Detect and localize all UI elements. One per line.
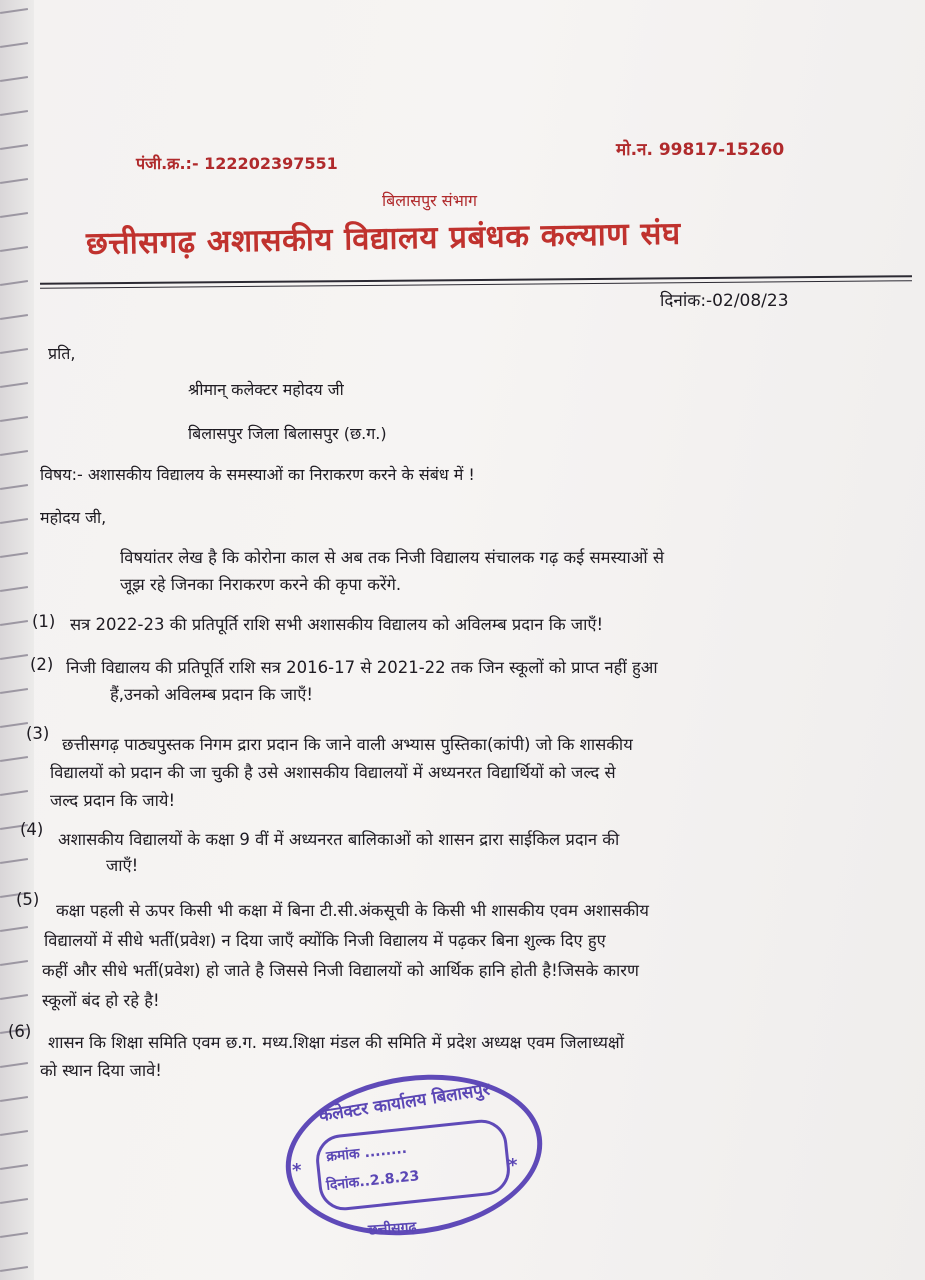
addressee-line-2: बिलासपुर जिला बिलासपुर (छ.ग.) bbox=[188, 424, 387, 443]
intro-line-1: विषयांतर लेख है कि कोरोना काल से अब तक निजी विद्यालय संचालक गढ़ कई समस्याओं से bbox=[120, 548, 665, 567]
point-line: स्कूलों बंद हो रहे है! bbox=[42, 991, 160, 1010]
point-line: अशासकीय विद्यालयों के कक्षा 9 वीं में अध्यनरत बालिकाओं को शासन द्रारा साईकिल प्रदान की bbox=[58, 830, 620, 849]
spiral-ring bbox=[0, 552, 28, 558]
spiral-ring bbox=[0, 790, 28, 796]
letter-to: प्रति, bbox=[48, 344, 76, 363]
spiral-ring bbox=[0, 620, 28, 626]
spiral-ring bbox=[0, 1096, 28, 1102]
spiral-ring bbox=[0, 994, 28, 1000]
intro-line-2: जूझ रहे जिनका निराकरण करने की कृपा करेंगे. bbox=[120, 575, 402, 594]
spiral-ring bbox=[0, 1130, 28, 1136]
letter-salutation: महोदय जी, bbox=[40, 508, 107, 527]
spiral-ring bbox=[0, 1062, 28, 1068]
stamp-bottom-text: छत्तीसगढ़ bbox=[367, 1219, 417, 1239]
point-line: कहीं और सीधे भर्ती(प्रवेश) हो जाते है जिससे निजी विद्यालयों को आर्थिक हानि होती है!जिसके कारण bbox=[42, 961, 639, 980]
stamp-star-icon: * bbox=[292, 1160, 302, 1181]
point-line: विद्यालयों को प्रदान की जा चुकी है उसे अशासकीय विद्यालयों में अध्यनरत विद्यार्थियों को जल्द से bbox=[50, 763, 616, 782]
spiral-ring bbox=[0, 484, 28, 490]
spiral-ring bbox=[0, 348, 28, 354]
point-line: हैं,उनको अविलम्ब प्रदान कि जाएँ! bbox=[110, 685, 313, 704]
spiral-ring bbox=[0, 926, 28, 932]
spiral-ring bbox=[0, 280, 28, 286]
spiral-ring bbox=[0, 144, 28, 150]
spiral-ring bbox=[0, 382, 28, 388]
spiral-ring bbox=[0, 1198, 28, 1204]
spiral-ring bbox=[0, 178, 28, 184]
point-line: सत्र 2022-23 की प्रतिपूर्ति राशि सभी अशासकीय विद्यालय को अविलम्ब प्रदान कि जाएँ! bbox=[70, 615, 604, 634]
spiral-ring bbox=[0, 858, 28, 864]
point-number: (4) bbox=[20, 820, 44, 839]
spiral-ring bbox=[0, 416, 28, 422]
spiral-ring bbox=[0, 1232, 28, 1238]
point-number: (2) bbox=[30, 655, 54, 674]
point-line: छत्तीसगढ़ पाठ्यपुस्तक निगम द्रारा प्रदान कि जाने वाली अभ्यास पुस्तिका(कांपी) जो कि शासकीय bbox=[62, 735, 633, 754]
stamp-date-line: दिनांक..2.8.23 bbox=[325, 1168, 421, 1194]
spiral-ring bbox=[0, 722, 28, 728]
stamp-title: कलेक्टर कार्यालय बिलासपुर bbox=[317, 1079, 492, 1127]
registration-number: पंजी.क्र.:- 122202397551 bbox=[136, 154, 338, 173]
stamp-serial-line: क्रमांक ........ bbox=[325, 1140, 408, 1166]
spiral-ring bbox=[0, 756, 28, 762]
point-line: जाएँ! bbox=[106, 856, 139, 875]
spiral-ring bbox=[0, 654, 28, 660]
spiral-ring bbox=[0, 1266, 28, 1272]
point-line: विद्यालयों में सीधे भर्ती(प्रवेश) न दिया जाएँ क्योंकि निजी विद्यालय में पढ़कर बिना शुल्क दिए हुए bbox=[44, 931, 606, 950]
division-name: बिलासपुर संभाग bbox=[382, 191, 478, 210]
point-line: को स्थान दिया जावे! bbox=[40, 1061, 162, 1080]
point-number: (6) bbox=[8, 1022, 32, 1041]
notebook-spiral-edge bbox=[0, 0, 34, 1280]
spiral-ring bbox=[0, 110, 28, 116]
spiral-ring bbox=[0, 960, 28, 966]
addressee-line-1: श्रीमान् कलेक्टर महोदय जी bbox=[188, 380, 344, 399]
spiral-ring bbox=[0, 1164, 28, 1170]
point-line: कक्षा पहली से ऊपर किसी भी कक्षा में बिना टी.सी.अंकसूची के किसी भी शासकीय एवम अशासकीय bbox=[56, 901, 649, 920]
spiral-ring bbox=[0, 450, 28, 456]
letter-date: दिनांक:-02/08/23 bbox=[660, 291, 789, 311]
point-line: शासन कि शिक्षा समिति एवम छ.ग. मध्य.शिक्षा मंडल की समिति में प्रदेश अध्यक्ष एवम जिलाध्यक्षों bbox=[48, 1033, 625, 1052]
mobile-number: मो.न. 99817-15260 bbox=[616, 140, 785, 160]
point-number: (1) bbox=[32, 612, 56, 631]
point-number: (3) bbox=[26, 724, 50, 743]
stamp-star-icon: * bbox=[508, 1155, 518, 1176]
spiral-ring bbox=[0, 76, 28, 82]
spiral-ring bbox=[0, 586, 28, 592]
spiral-ring bbox=[0, 42, 28, 48]
spiral-ring bbox=[0, 314, 28, 320]
spiral-ring bbox=[0, 688, 28, 694]
letter-subject: विषय:- अशासकीय विद्यालय के समस्याओं का निराकरण करने के संबंध में ! bbox=[40, 465, 475, 484]
spiral-ring bbox=[0, 8, 28, 14]
organization-title: छत्तीसगढ़ अशासकीय विद्यालय प्रबंधक कल्याण संघ bbox=[85, 215, 682, 262]
spiral-ring bbox=[0, 518, 28, 524]
point-number: (5) bbox=[16, 890, 40, 909]
point-line: जल्द प्रदान कि जाये! bbox=[50, 791, 176, 810]
spiral-ring bbox=[0, 212, 28, 218]
point-line: निजी विद्यालय की प्रतिपूर्ति राशि सत्र 2016-17 से 2021-22 तक जिन स्कूलों को प्राप्त नहीं हुआ bbox=[66, 658, 658, 677]
spiral-ring bbox=[0, 246, 28, 252]
